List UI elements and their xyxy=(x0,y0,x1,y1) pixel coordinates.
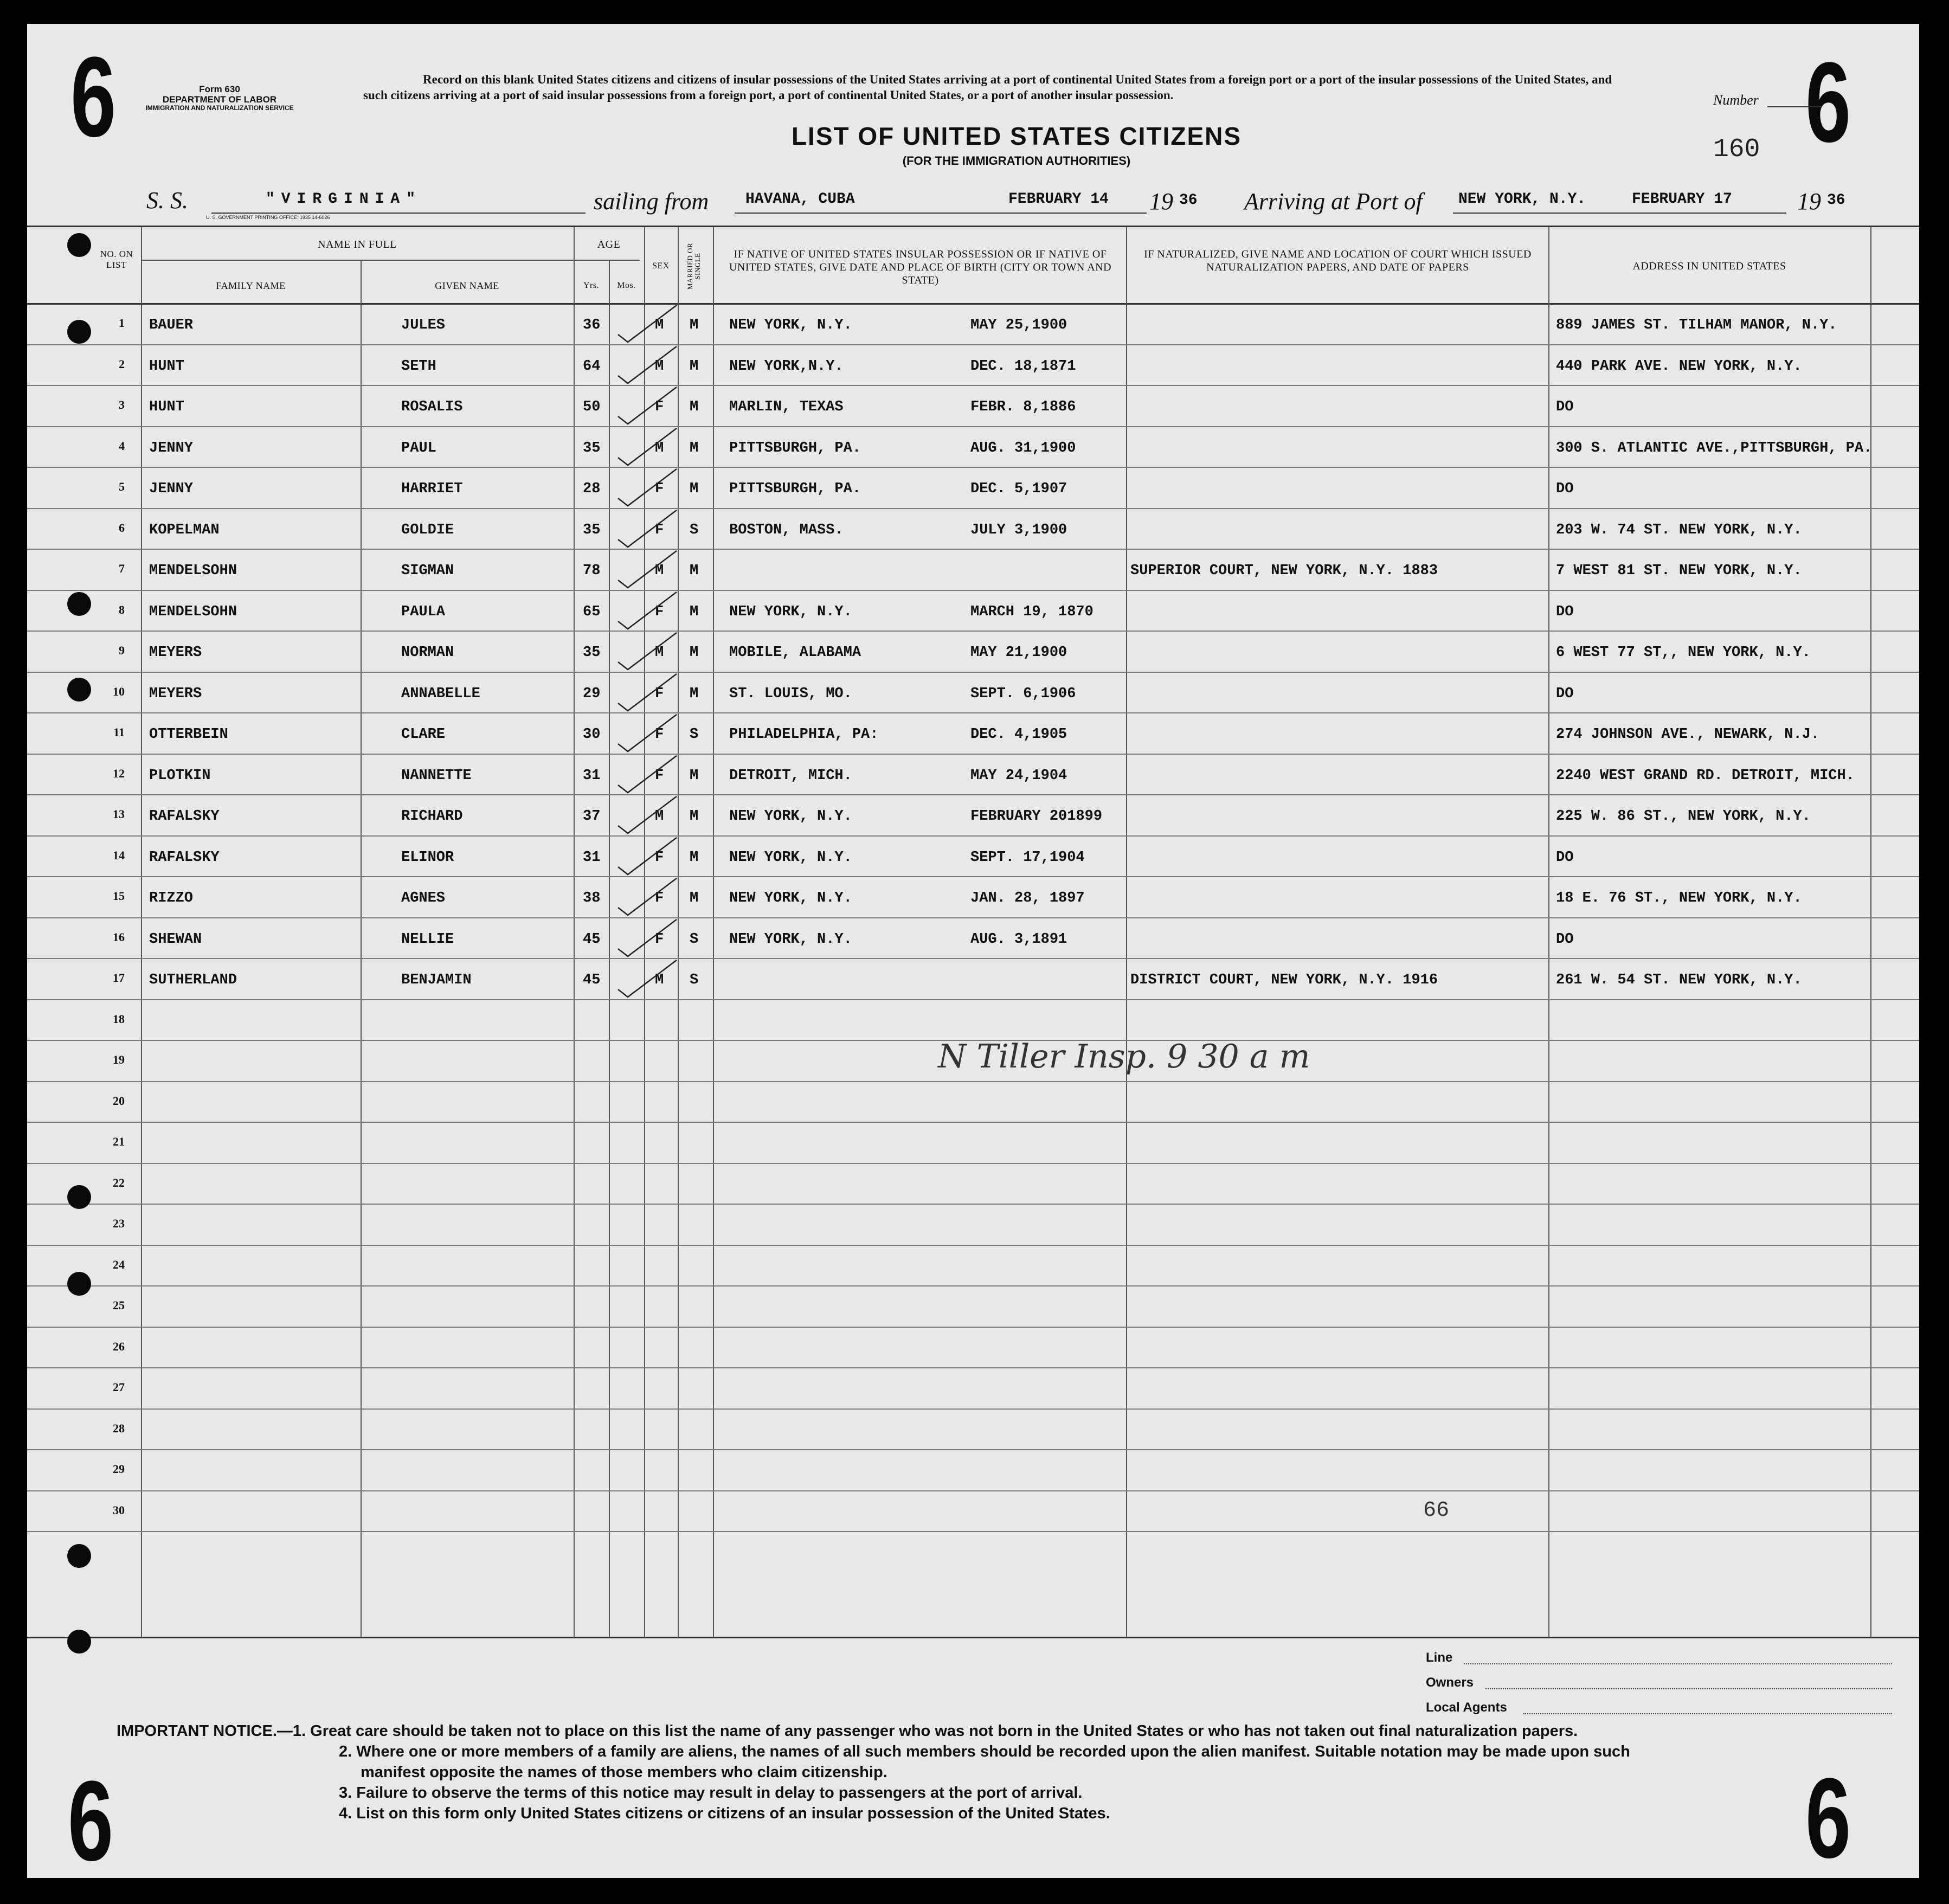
department-name: DEPARTMENT OF LABOR xyxy=(162,94,277,105)
header-given-name: GIVEN NAME xyxy=(435,280,499,291)
row-rule xyxy=(27,794,1919,795)
local-agents-label: Local Agents xyxy=(1426,1700,1507,1715)
row-rule xyxy=(27,1408,1919,1410)
check-mark-icon xyxy=(613,342,683,385)
row-rule xyxy=(27,1449,1919,1450)
age-years: 45 xyxy=(583,972,601,988)
birth-date: MAY 24,1904 xyxy=(970,767,1067,784)
marital-status: M xyxy=(690,603,699,620)
row-rule xyxy=(27,631,1919,632)
row-number: 4 xyxy=(119,439,125,453)
marital-status: S xyxy=(690,522,699,538)
age-years: 29 xyxy=(583,685,601,702)
arriving-label: Arriving at Port of xyxy=(1244,188,1423,215)
family-name: SUTHERLAND xyxy=(149,972,237,988)
sex: F xyxy=(655,399,664,415)
number-underline xyxy=(1767,106,1822,107)
row-rule xyxy=(27,1204,1919,1205)
birth-place: BOSTON, MASS. xyxy=(729,522,844,538)
given-name: PAUL xyxy=(401,440,436,456)
row-number: 7 xyxy=(119,562,125,575)
sex: F xyxy=(655,685,664,702)
row-rule xyxy=(27,344,1919,345)
given-name: GOLDIE xyxy=(401,522,454,538)
check-mark-icon xyxy=(613,710,683,754)
page-title: LIST OF UNITED STATES CITIZENS xyxy=(791,122,1242,150)
us-address: DO xyxy=(1556,931,1574,948)
age-years: 35 xyxy=(583,522,601,538)
name-header-rule xyxy=(141,260,623,261)
check-mark-icon xyxy=(613,670,683,713)
us-address: 261 W. 54 ST. NEW YORK, N.Y. xyxy=(1556,972,1802,988)
header-family-name: FAMILY NAME xyxy=(216,280,286,291)
row-rule xyxy=(27,835,1919,837)
family-name: RIZZO xyxy=(149,890,194,906)
birth-place: PITTSBURGH, PA. xyxy=(729,481,861,497)
check-mark-icon xyxy=(613,628,683,672)
marital-status: M xyxy=(690,849,699,866)
notice-title: IMPORTANT NOTICE.— xyxy=(117,1722,293,1740)
arrival-date: FEBRUARY 17 xyxy=(1632,191,1732,208)
punch-hole xyxy=(67,678,91,702)
header-name-in-full: NAME IN FULL xyxy=(318,239,397,250)
important-notice xyxy=(117,1721,1889,1824)
ship-underline xyxy=(211,213,586,214)
us-address: DO xyxy=(1556,849,1574,866)
row-rule xyxy=(27,917,1919,918)
marital-status: M xyxy=(690,358,699,375)
stamp-number: 66 xyxy=(1423,1498,1450,1523)
us-address: DO xyxy=(1556,481,1574,497)
col-line-court xyxy=(1548,227,1549,1637)
corner-number-top-right: 6 xyxy=(1805,38,1851,166)
col-line-birth xyxy=(1126,227,1127,1637)
row-number: 18 xyxy=(113,1012,125,1026)
row-number: 6 xyxy=(119,520,125,535)
header-sex: SEX xyxy=(652,261,670,271)
number-label: Number xyxy=(1713,92,1759,108)
family-name: RAFALSKY xyxy=(149,808,220,825)
col-line-ms xyxy=(713,227,714,1637)
given-name: ANNABELLE xyxy=(401,685,480,702)
birth-place: MOBILE, ALABAMA xyxy=(729,645,861,661)
row-number: 13 xyxy=(113,807,125,821)
punch-hole xyxy=(67,320,91,344)
row-number: 1 xyxy=(119,316,125,330)
sail-date: FEBRUARY 14 xyxy=(1008,191,1109,208)
sail-year-prefix: 19 xyxy=(1149,188,1173,215)
marital-status: S xyxy=(690,726,699,743)
us-address: DO xyxy=(1556,685,1574,702)
sex: M xyxy=(655,972,664,988)
birth-place: PITTSBURGH, PA. xyxy=(729,440,861,456)
us-address: 2240 WEST GRAND RD. DETROIT, MICH. xyxy=(1556,767,1855,784)
birth-date: SEPT. 17,1904 xyxy=(970,849,1085,866)
given-name: SIGMAN xyxy=(401,563,454,579)
row-rule xyxy=(27,1490,1919,1491)
given-name: SETH xyxy=(401,358,436,375)
age-years: 45 xyxy=(583,931,601,948)
birth-date: SEPT. 6,1906 xyxy=(970,685,1076,702)
birth-date: MAY 21,1900 xyxy=(970,645,1067,661)
marital-status: M xyxy=(690,767,699,784)
owners-label: Owners xyxy=(1426,1675,1474,1690)
punch-hole xyxy=(67,1630,91,1654)
row-rule xyxy=(27,549,1919,550)
birth-place: NEW YORK, N.Y. xyxy=(729,603,852,620)
row-rule xyxy=(27,672,1919,673)
row-number: 29 xyxy=(113,1462,125,1476)
birth-place: DETROIT, MICH. xyxy=(729,767,852,784)
form-id-block xyxy=(138,85,301,112)
notice-2-cont: manifest opposite the names of those members who claim citizenship. xyxy=(361,1764,887,1781)
birth-date: AUG. 3,1891 xyxy=(970,931,1067,948)
col-line-address xyxy=(1870,227,1871,1637)
row-number: 2 xyxy=(119,357,125,371)
row-number: 3 xyxy=(119,398,125,411)
birth-date: DEC. 5,1907 xyxy=(970,481,1067,497)
birth-date: MARCH 19, 1870 xyxy=(970,603,1094,620)
row-rule xyxy=(27,1531,1919,1532)
row-rule xyxy=(27,1122,1919,1123)
row-number: 14 xyxy=(113,848,125,862)
corner-number-top-left: 6 xyxy=(70,33,117,160)
age-years: 31 xyxy=(583,849,601,866)
age-header-rule xyxy=(574,260,640,261)
birth-place: NEW YORK, N.Y. xyxy=(729,890,852,906)
header-age: AGE xyxy=(597,239,621,250)
arrival-year: 36 xyxy=(1827,192,1845,209)
ss-label: S. S. xyxy=(146,187,188,214)
check-mark-icon xyxy=(613,792,683,835)
check-mark-icon xyxy=(613,956,683,999)
row-rule xyxy=(27,1327,1919,1328)
check-mark-icon xyxy=(613,383,683,426)
check-mark-icon xyxy=(613,751,683,795)
sex: M xyxy=(655,808,664,825)
given-name: AGNES xyxy=(401,890,446,906)
inspector-note: N Tiller Insp. 9 30 a m xyxy=(938,1038,1310,1076)
given-name: ROSALIS xyxy=(401,399,463,415)
row-number: 27 xyxy=(113,1380,125,1394)
header-no-on-list: NO. ON LIST xyxy=(100,249,133,270)
birth-date: MAY 25,1900 xyxy=(970,317,1067,333)
us-address: DO xyxy=(1556,603,1574,620)
manifest-sheet xyxy=(27,24,1919,1878)
marital-status: M xyxy=(690,481,699,497)
birth-place: NEW YORK,N.Y. xyxy=(729,358,844,375)
given-name: HARRIET xyxy=(401,481,463,497)
sail-date-underline xyxy=(1000,213,1147,214)
age-years: 31 xyxy=(583,767,601,784)
row-rule xyxy=(27,958,1919,959)
punch-hole xyxy=(67,1185,91,1209)
row-number: 23 xyxy=(113,1217,125,1230)
birth-place: NEW YORK, N.Y. xyxy=(729,317,852,333)
header-address: ADDRESS IN UNITED STATES xyxy=(1632,260,1786,272)
birth-date: DEC. 18,1871 xyxy=(970,358,1076,375)
row-number: 30 xyxy=(113,1503,125,1517)
agents-dotted xyxy=(1523,1713,1892,1714)
given-name: BENJAMIN xyxy=(401,972,472,988)
marital-status: M xyxy=(690,317,699,333)
check-mark-icon xyxy=(613,424,683,467)
birth-date: FEBRUARY 201899 xyxy=(970,808,1103,825)
sex: M xyxy=(655,358,664,375)
birth-place: NEW YORK, N.Y. xyxy=(729,849,852,866)
row-number: 24 xyxy=(113,1257,125,1271)
header-mos: Mos. xyxy=(617,281,636,290)
punch-hole xyxy=(67,1272,91,1296)
marital-status: S xyxy=(690,972,699,988)
family-name: HUNT xyxy=(149,399,184,415)
marital-status: M xyxy=(690,563,699,579)
family-name: RAFALSKY xyxy=(149,849,220,866)
us-address: 6 WEST 77 ST,, NEW YORK, N.Y. xyxy=(1556,645,1811,661)
marital-status: M xyxy=(690,685,699,702)
marital-status: M xyxy=(690,808,699,825)
notice-2: 2. Where one or more members of a family are aliens, the names of all such members should be recorded upon the alien manifest. Suitable notation may be made upon such xyxy=(339,1743,1630,1760)
row-number: 22 xyxy=(113,1175,125,1189)
notice-3: 3. Failure to observe the terms of this notice may result in delay to passengers at the port of arrival. xyxy=(339,1784,1083,1802)
col-line-family xyxy=(361,260,362,1637)
age-years: 30 xyxy=(583,726,601,743)
birth-place: ST. LOUIS, MO. xyxy=(729,685,852,702)
row-rule xyxy=(27,1081,1919,1082)
form-number: Form 630 xyxy=(199,84,240,94)
row-number: 19 xyxy=(113,1053,125,1066)
family-name: MEYERS xyxy=(149,645,202,661)
family-name: MEYERS xyxy=(149,685,202,702)
list-number: 160 xyxy=(1713,135,1760,164)
marital-status: M xyxy=(690,440,699,456)
header-married-single: MARRIED OR SINGLE xyxy=(686,242,702,290)
check-mark-icon xyxy=(613,874,683,917)
row-rule xyxy=(27,1245,1919,1246)
family-name: PLOTKIN xyxy=(149,767,211,784)
intro-instructions: Record on this blank United States citizens and citizens of insular possessions of the United States arriving at a port of continental United States from a foreign port or a port of the insular possessions of the United States, and such citizens arriving at a port of said insular possessions from a foreign port, a port of continental United States, or a port of another insular possession. xyxy=(363,73,1612,102)
row-rule xyxy=(27,754,1919,755)
sex: F xyxy=(655,767,664,784)
us-address: DO xyxy=(1556,399,1574,415)
sex: F xyxy=(655,890,664,906)
family-name: JENNY xyxy=(149,481,194,497)
punch-hole xyxy=(67,592,91,616)
row-rule xyxy=(27,712,1919,713)
marital-status: M xyxy=(690,645,699,661)
sail-year: 36 xyxy=(1179,192,1198,209)
notice-4: 4. List on this form only United States citizens or citizens of an insular possession of the United States. xyxy=(339,1805,1110,1822)
col-line-given xyxy=(574,227,575,1637)
family-name: MENDELSOHN xyxy=(149,603,237,620)
family-name: HUNT xyxy=(149,358,184,375)
marital-status: M xyxy=(690,890,699,906)
given-name: PAULA xyxy=(401,603,446,620)
punch-hole xyxy=(67,1544,91,1568)
row-number: 25 xyxy=(113,1298,125,1312)
us-address: 203 W. 74 ST. NEW YORK, N.Y. xyxy=(1556,522,1802,538)
col-line-no xyxy=(141,227,142,1637)
sex: F xyxy=(655,481,664,497)
age-years: 78 xyxy=(583,563,601,579)
given-name: NORMAN xyxy=(401,645,454,661)
row-number: 16 xyxy=(113,930,125,944)
given-name: ELINOR xyxy=(401,849,454,866)
sailing-from-label: sailing from xyxy=(594,188,709,215)
check-mark-icon xyxy=(613,301,683,344)
given-name: RICHARD xyxy=(401,808,463,825)
us-address: 440 PARK AVE. NEW YORK, N.Y. xyxy=(1556,358,1802,375)
row-number: 11 xyxy=(113,725,125,739)
given-name: NANNETTE xyxy=(401,767,472,784)
us-address: 889 JAMES ST. TILHAM MANOR, N.Y. xyxy=(1556,317,1837,333)
departure-port: HAVANA, CUBA xyxy=(745,191,855,208)
us-address: 18 E. 76 ST., NEW YORK, N.Y. xyxy=(1556,890,1802,906)
owners-dotted xyxy=(1485,1688,1892,1689)
birth-place: NEW YORK, N.Y. xyxy=(729,931,852,948)
marital-status: S xyxy=(690,931,699,948)
sex: F xyxy=(655,522,664,538)
birth-place: MARLIN, TEXAS xyxy=(729,399,844,415)
age-years: 36 xyxy=(583,317,601,333)
birth-date: AUG. 31,1900 xyxy=(970,440,1076,456)
sex: F xyxy=(655,849,664,866)
row-rule xyxy=(27,467,1919,468)
header-bottom-rule xyxy=(27,303,1919,305)
corner-number-bottom-left: 6 xyxy=(68,1757,114,1878)
sex: M xyxy=(655,563,664,579)
age-years: 38 xyxy=(583,890,601,906)
check-mark-icon xyxy=(613,546,683,590)
family-name: MENDELSOHN xyxy=(149,563,237,579)
line-label: Line xyxy=(1426,1650,1453,1665)
age-years: 35 xyxy=(583,440,601,456)
marital-status: M xyxy=(690,399,699,415)
us-address: 300 S. ATLANTIC AVE.,PITTSBURGH, PA. xyxy=(1556,440,1873,456)
check-mark-icon xyxy=(613,588,683,631)
corner-number-bottom-right: 6 xyxy=(1805,1754,1851,1878)
sex: F xyxy=(655,726,664,743)
notice-1: 1. Great care should be taken not to place on this list the name of any passenger who was not born in the United States or who has not taken out final naturalization papers. xyxy=(292,1722,1578,1740)
sex: M xyxy=(655,317,664,333)
service-name: IMMIGRATION AND NATURALIZATION SERVICE xyxy=(145,104,294,112)
given-name: CLARE xyxy=(401,726,446,743)
row-rule xyxy=(27,999,1919,1000)
row-number: 26 xyxy=(113,1339,125,1353)
family-name: JENNY xyxy=(149,440,194,456)
sex: F xyxy=(655,603,664,620)
birth-date: DEC. 4,1905 xyxy=(970,726,1067,743)
row-number: 12 xyxy=(113,766,125,780)
row-number: 10 xyxy=(113,684,125,698)
arrival-year-prefix: 19 xyxy=(1797,188,1821,215)
given-name: NELLIE xyxy=(401,931,454,948)
age-years: 35 xyxy=(583,645,601,661)
arrival-underline xyxy=(1453,213,1786,214)
sex: M xyxy=(655,440,664,456)
family-name: SHEWAN xyxy=(149,931,202,948)
row-number: 9 xyxy=(119,644,125,657)
row-rule xyxy=(27,508,1919,509)
row-rule xyxy=(27,1163,1919,1164)
sex: F xyxy=(655,931,664,948)
check-mark-icon xyxy=(613,833,683,877)
naturalization-court: DISTRICT COURT, NEW YORK, N.Y. 1916 xyxy=(1130,972,1438,988)
birth-date: FEBR. 8,1886 xyxy=(970,399,1076,415)
check-mark-icon xyxy=(613,506,683,549)
birth-place: PHILADELPHIA, PA: xyxy=(729,726,879,743)
check-mark-icon xyxy=(613,915,683,959)
header-yrs: Yrs. xyxy=(583,281,600,290)
row-number: 5 xyxy=(119,480,125,493)
check-mark-icon xyxy=(613,465,683,508)
birth-date: JAN. 28, 1897 xyxy=(970,890,1085,906)
row-number: 20 xyxy=(113,1093,125,1108)
row-rule xyxy=(27,590,1919,591)
row-number: 17 xyxy=(113,971,125,985)
birth-date: JULY 3,1900 xyxy=(970,522,1067,538)
departure-port-underline xyxy=(735,213,1000,214)
given-name: JULES xyxy=(401,317,446,333)
punch-hole xyxy=(67,233,91,257)
line-dotted xyxy=(1464,1663,1892,1664)
age-years: 64 xyxy=(583,358,601,375)
row-number: 21 xyxy=(113,1135,125,1148)
page-subtitle: (FOR THE IMMIGRATION AUTHORITIES) xyxy=(902,154,1131,168)
naturalization-court: SUPERIOR COURT, NEW YORK, N.Y. 1883 xyxy=(1130,563,1438,579)
age-years: 50 xyxy=(583,399,601,415)
age-years: 37 xyxy=(583,808,601,825)
ship-name: "VIRGINIA" xyxy=(266,191,422,208)
row-number: 28 xyxy=(113,1421,125,1435)
us-address: 7 WEST 81 ST. NEW YORK, N.Y. xyxy=(1556,563,1802,579)
header-birth: IF NATIVE OF UNITED STATES INSULAR POSSESSION OR IF NATIVE OF UNITED STATES, GIVE DATE AND PLACE OF BIRTH (CITY OR TOWN AND STATE) xyxy=(729,248,1112,286)
sex: M xyxy=(655,645,664,661)
age-years: 65 xyxy=(583,603,601,620)
family-name: BAUER xyxy=(149,317,194,333)
header-naturalized: IF NATURALIZED, GIVE NAME AND LOCATION OF COURT WHICH ISSUED NATURALIZATION PAPERS, AND DATE OF PAPERS xyxy=(1144,248,1532,273)
us-address: 225 W. 86 ST., NEW YORK, N.Y. xyxy=(1556,808,1811,825)
row-rule xyxy=(27,426,1919,427)
row-rule xyxy=(27,1367,1919,1368)
age-years: 28 xyxy=(583,481,601,497)
row-rule xyxy=(27,1285,1919,1287)
birth-place: NEW YORK, N.Y. xyxy=(729,808,852,825)
us-address: 274 JOHNSON AVE., NEWARK, N.J. xyxy=(1556,726,1820,743)
printing-office-note: U. S. GOVERNMENT PRINTING OFFICE: 1935 14-6026 xyxy=(206,215,330,220)
col-line-yrs xyxy=(609,260,610,1637)
family-name: KOPELMAN xyxy=(149,522,220,538)
arrival-port: NEW YORK, N.Y. xyxy=(1458,191,1586,208)
passenger-table xyxy=(27,226,1919,1638)
row-number: 15 xyxy=(113,889,125,903)
row-number: 8 xyxy=(119,602,125,616)
row-rule xyxy=(27,876,1919,877)
family-name: OTTERBEIN xyxy=(149,726,228,743)
row-rule xyxy=(27,385,1919,386)
